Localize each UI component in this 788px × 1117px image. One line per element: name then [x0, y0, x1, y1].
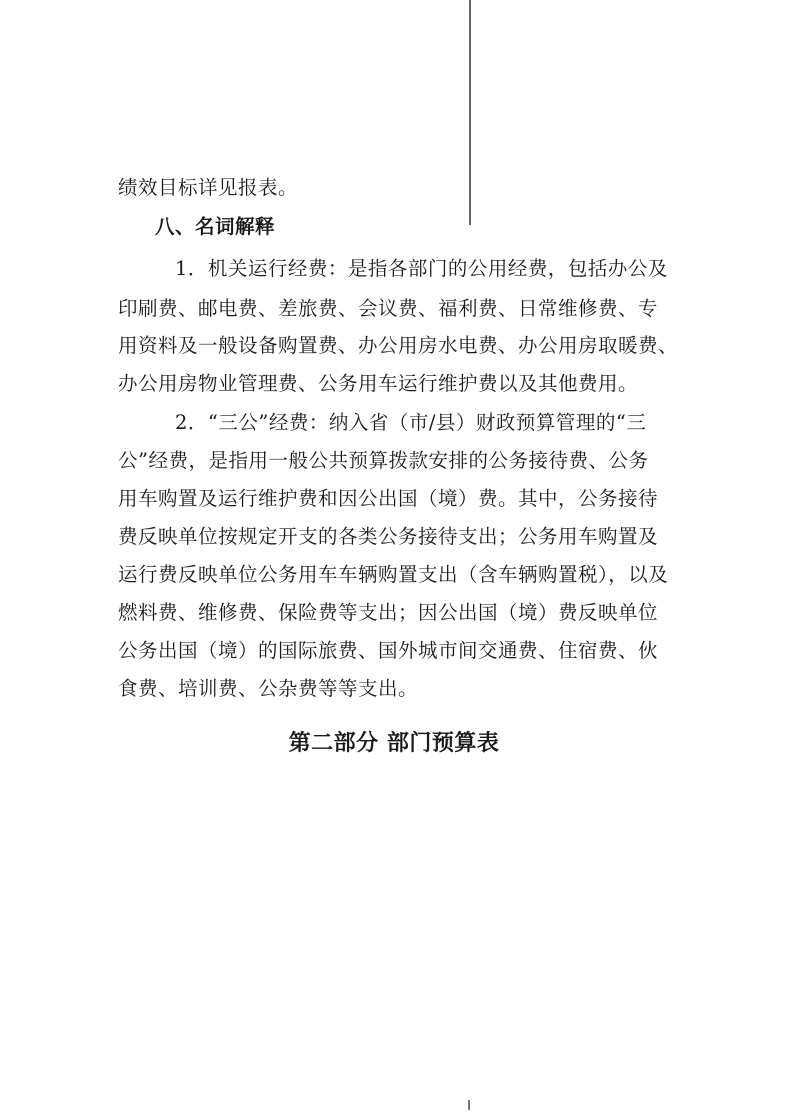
paragraph-line: 用资料及一般设备购置费、办公用房水电费、办公用房取暖费、: [118, 334, 679, 357]
paragraph-line: 运行费反映单位公务用车车辆购置支出（含车辆购置税），以及: [118, 563, 669, 586]
section-heading-glossary: 八、名词解释: [155, 215, 276, 238]
paragraph-line: 燃料费、维修费、保险费等支出；因公出国（境）费反映单位: [118, 601, 659, 624]
scan-artifact-line: [469, 0, 471, 225]
paragraph-line: 用车购置及运行维护费和因公出国（境）费。其中，公务接待: [118, 487, 659, 510]
paragraph-line: 费反映单位按规定开支的各类公务接待支出；公务用车购置及: [118, 525, 659, 548]
part-title: 第二部分 部门预算表: [288, 731, 500, 756]
paragraph-line: 食费、培训费、公杂费等等支出。: [118, 677, 419, 700]
intro-line: 绩效目标详见报表。: [118, 176, 299, 199]
paragraph-line: 公务出国（境）的国际旅费、国外城市间交通费、住宿费、伙: [118, 639, 659, 662]
paragraph-line: 印刷费、邮电费、差旅费、会议费、福利费、日常维修费、专: [118, 297, 659, 320]
paragraph-line: 办公用房物业管理费、公务用车运行维护费以及其他费用。: [118, 372, 639, 395]
paragraph-line: 1．机关运行经费：是指各部门的公用经费，包括办公及: [175, 257, 668, 280]
paragraph-line: 2．“三公”经费：纳入省（市/县）财政预算管理的“三: [175, 411, 647, 434]
scan-artifact-mark: [468, 1100, 470, 1110]
paragraph-line: 公”经费，是指用一般公共预算拨款安排的公务接待费、公务: [118, 449, 649, 472]
